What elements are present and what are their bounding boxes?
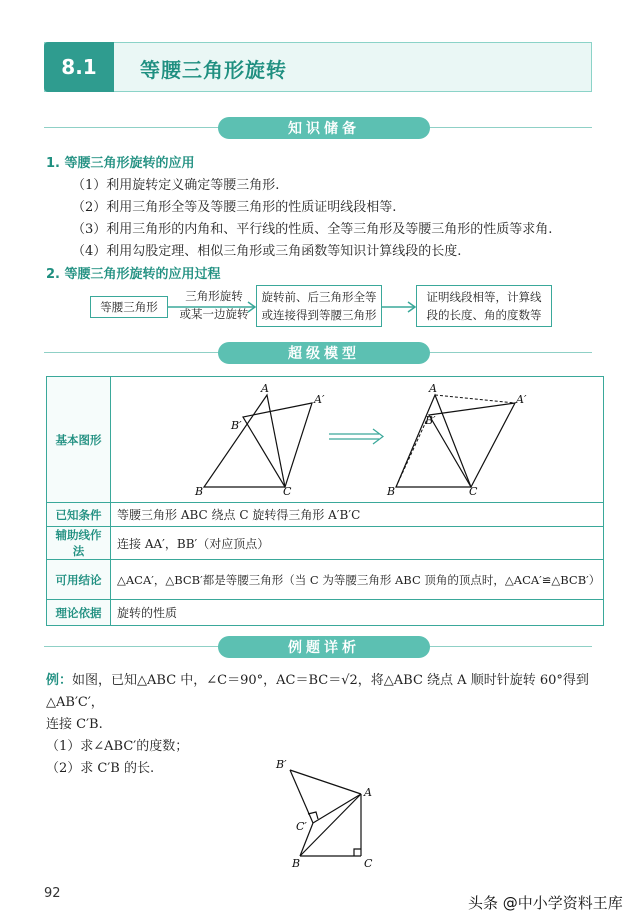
figure-cell [111,377,604,503]
row-label-theory: 理论依据 [47,600,111,626]
row-label-conclusion: 可用结论 [47,560,111,600]
list-item: （3）利用三角形的内角和、平行线的性质、全等三角形及等腰三角形的性质等求角. [72,222,553,237]
knowledge-heading-2: 2. 等腰三角形旋转的应用过程 [46,267,221,282]
label-C: C [469,485,478,498]
label-C-prime: C′ [296,820,307,833]
flow-box-congruent-line1: 旋转前、后三角形全等 [261,290,377,304]
label-B: B [195,485,204,498]
row-label-figure: 基本图形 [47,377,111,503]
section-banner-knowledge: 知识储备 [218,117,430,139]
flow-box-results-line1: 证明线段相等，计算线 [426,290,542,304]
row-value-auxiliary: 连接 AA′，BB′（对应顶点） [111,527,604,560]
chapter-number: 8.1 [44,42,114,92]
example-lead: 例： [46,673,73,688]
flow-box-congruent-line2: 或连接得到等腰三角形 [261,308,377,322]
example-figure [260,752,400,872]
flow-box-results-line2: 段的长度、角的度数等 [426,308,542,322]
row-value-theory: 旋转的性质 [111,600,604,626]
flow-arrow-label-line2: 或某一边旋转 [179,307,249,321]
flow-arrow-label-line1: 三角形旋转 [185,289,243,303]
flow-arrows [0,0,640,340]
row-value-given: 等腰三角形 ABC 绕点 C 旋转得三角形 A′B′C [111,503,604,527]
example-question-1: （1）求∠ABC′的度数； [46,739,189,754]
row-value-conclusion: △ACA′，△BCB′都是等腰三角形（当 C 为等腰三角形 ABC 顶角的顶点时，△ACA′≌△BCB′） [111,560,604,600]
label-C: C [364,857,373,870]
basic-figure [117,377,597,499]
example-line1: 如图，已知△ABC 中，∠C＝90°，AC＝BC＝√2，将△ABC 绕点 A 顺时针旋转 60°得到△AB′C′， [46,673,589,710]
section-banner-model: 超级模型 [218,342,430,364]
section-banner-example: 例题详析 [218,636,430,658]
example-line2: 连接 C′B. [46,717,103,732]
label-A: A [364,786,372,799]
label-B: B [292,857,301,870]
list-item: （4）利用勾股定理、相似三角形或三角函数等知识计算线段的长度. [72,244,462,259]
transform-arrow [329,429,383,444]
list-item: （2）利用三角形全等及等腰三角形的性质证明线段相等. [72,200,397,215]
example-question-2: （2）求 C′B 的长. [46,761,155,776]
label-A: A [429,382,437,395]
knowledge-heading-1: 1. 等腰三角形旋转的应用 [46,156,195,171]
list-item: （1）利用旋转定义确定等腰三角形. [72,178,280,193]
page-number: 92 [44,886,61,901]
flow-box-isosceles: 等腰三角形 [90,296,168,318]
model-table [46,376,604,626]
label-A: A [261,382,269,395]
label-A-prime: A′ [516,393,527,406]
label-A-prime: A′ [314,393,325,406]
row-label-given: 已知条件 [47,503,111,527]
label-B-prime: B′ [276,758,287,771]
chapter-title: 等腰三角形旋转 [140,58,287,82]
row-label-auxiliary: 辅助线作法 [47,527,111,560]
label-B-prime: B′ [425,414,436,427]
label-B: B [387,485,396,498]
watermark: 头条 @中小学资料王库 [468,894,623,912]
label-B-prime: B′ [231,419,242,432]
label-C: C [283,485,292,498]
